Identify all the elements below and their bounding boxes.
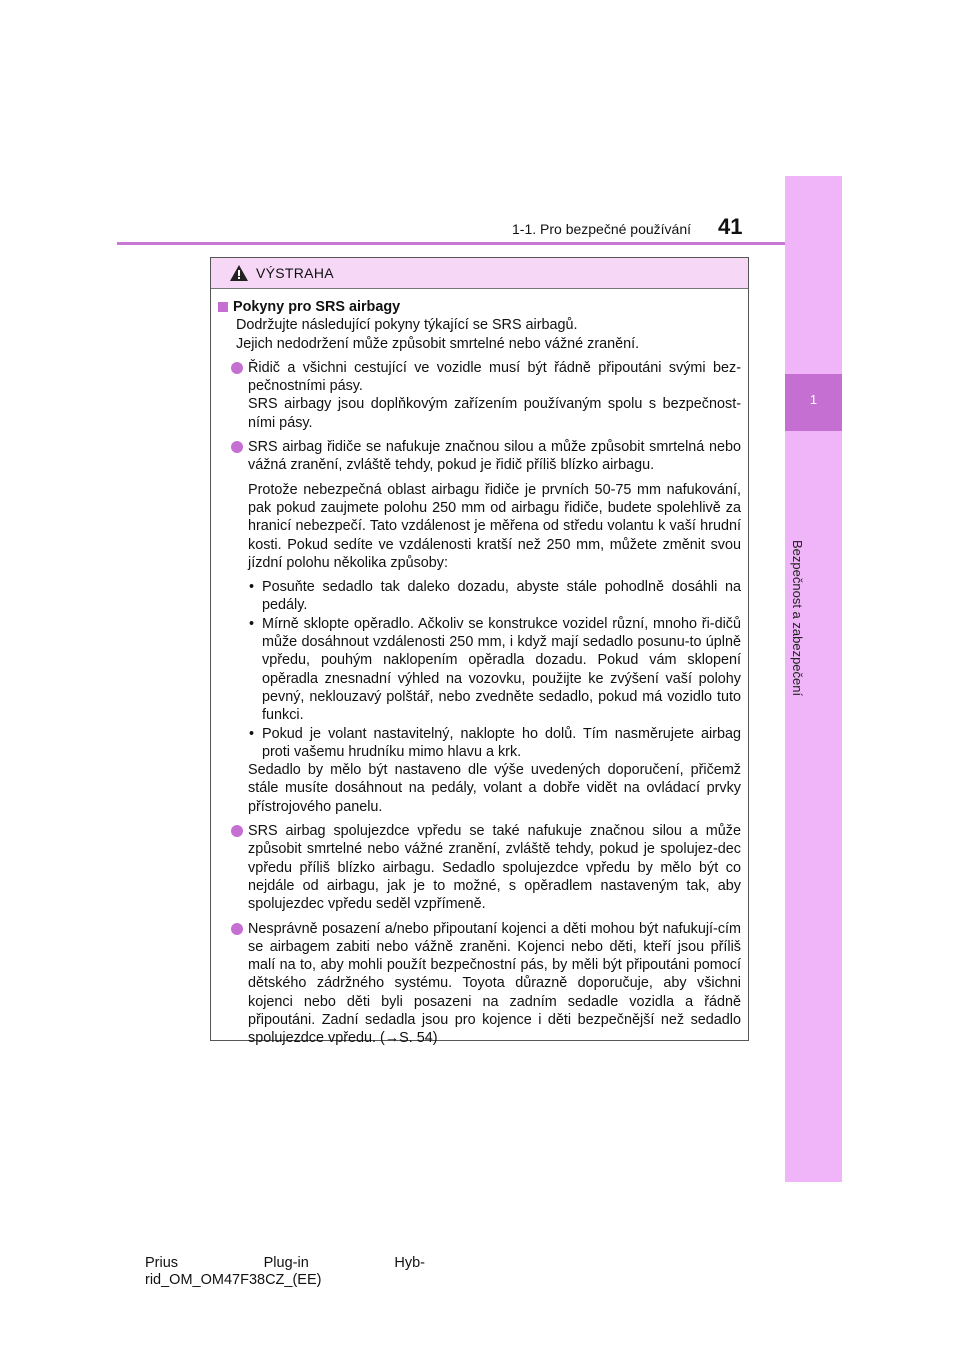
footer-line: rid_OM_OM47F38CZ_(EE) xyxy=(145,1272,322,1288)
bullet-dot-icon xyxy=(231,441,243,453)
warning-content xyxy=(211,290,748,1048)
bullet-item xyxy=(217,359,741,396)
bullet-dot-icon xyxy=(231,825,243,837)
warning-title: VÝSTRAHA xyxy=(256,265,334,281)
footer-word: Plug-in xyxy=(263,1255,309,1271)
bullet-item xyxy=(217,822,741,913)
sub-item-text: Posuňte sedadlo tak daleko dozadu, abyste stále pohodlně dosáhli na pedály. xyxy=(262,579,741,614)
warning-header xyxy=(211,258,748,289)
bullet-dot-icon xyxy=(231,923,243,935)
section-heading: Pokyny pro SRS airbagy xyxy=(217,298,741,316)
bullet-item xyxy=(217,438,741,475)
sub-item: • Posuňte sedadlo tak daleko dozadu, abyste stále pohodlně dosáhli na pedály. xyxy=(249,579,741,614)
warning-box xyxy=(210,257,749,1047)
bullet-paragraph: Sedadlo by mělo být nastaveno dle výše uvedených doporučení, přičemž stále musíte dosáhnout na pedály, volant a dobře vidět na ovládací prvky přístrojového panelu. xyxy=(248,762,741,815)
bullet-text: Řidič a všichni cestující ve vozidle musí být řádně připoutáni svými bez-pečnostními pásy. xyxy=(248,359,741,395)
page-number: 41 xyxy=(718,214,743,239)
chapter-number: 1 xyxy=(809,392,818,407)
footer-word: Hyb- xyxy=(394,1255,425,1271)
header-rule xyxy=(117,242,842,245)
sub-item-text: Mírně sklopte opěradlo. Ačkoliv se konstrukce vozidel různí, mnoho ři-dičů může dosáhnout vzdálenosti 250 mm, i když mají sedadlo posunu-to úplně vpředu, pouhým naklopením opěradla dozadu. Pokud vám sklopení opěradla znesnadní výhled na vozovku, použijte ke zvýšení vaší polohy pevný, neklouzavý polštář, nebo zvedněte sedadlo, pokud má vozidlo tuto funkci. xyxy=(262,615,741,724)
bullet-text: Nesprávně posazení a/nebo připoutaní kojenci a děti mohou být nafukují-cím se airbagem zabiti nebo vážně zraněni. Kojenci nebo děti, kteří jsou příliš malí na to, aby mohli použít bezpečnostní pás, by měli být připoutáni pomocí dětského zádržného systému. Toyota důrazně doporučuje, aby všichni kojenci nebo děti byli posazeni na zadním sedadle vozidla a řádně připoutáni. Zadní sedadla jsou pro kojence i děti bezpečnější než sedadlo spolujezdce vpředu. (→S. 54) xyxy=(248,920,741,1047)
bullet-dot-icon xyxy=(231,362,243,374)
intro-line: Dodržujte následující pokyny týkající se SRS airbagů. xyxy=(236,317,578,334)
bullet-text: SRS airbag spolujezdce vpředu se také nafukuje značnou silou a může způsobit smrtelné nebo vážné zranění, zvláště tehdy, pokud je spolujez-dec vpředu příliš blízko airbagu. Sedadlo spolujezdce vpředu by mělo být co nejdále od airbagu, jak je to možné, s opěradlem nastaveným tak, aby spolujezdec vpředu seděl vzpřímeně. xyxy=(248,823,741,913)
bullet-item xyxy=(217,920,741,1048)
footer-word: Prius xyxy=(145,1255,179,1271)
chapter-title: Bezpečnost a zabezpečení xyxy=(790,540,805,697)
intro-line: Jejich nedodržení může způsobit smrtelné nebo vážné zranění. xyxy=(236,335,640,352)
sub-item: • Pokud je volant nastavitelný, naklopte ho dolů. Tím nasměrujete airbag proti vašemu hrudníku mimo hlavu a krk. xyxy=(249,725,741,760)
warning-triangle-icon xyxy=(229,264,249,287)
sub-item-text: Pokud je volant nastavitelný, naklopte ho dolů. Tím nasměrujete airbag proti vašemu hrudníku mimo hlavu a krk. xyxy=(262,725,741,760)
footer-line xyxy=(145,1255,425,1272)
bullet-text: SRS airbag řidiče se nafukuje značnou silou a může způsobit smrtelná nebo vážná zranění, zvláště tehdy, pokud je řidič příliš blízko airbagu. xyxy=(248,439,741,474)
bullet-paragraph: Protože nebezpečná oblast airbagu řidiče je prvních 50-75 mm nafukování, pak pokud zaujmete polohu 250 mm od airbagu řidiče, budete spolehlivě za hranicí nebezpečí. Tato vzdálenost je měřena od středu volantu k vaší hrudní kosti. Pokud sedíte ve vzdálenosti kratší než 250 mm, můžete změnit svou jízdní polohu několika způsoby: xyxy=(248,481,741,571)
footer xyxy=(145,1255,465,1289)
sub-item: • Mírně sklopte opěradlo. Ačkoliv se konstrukce vozidel různí, mnoho ři-dičů může dosáhnout vzdálenosti 250 mm, i když mají sedadlo posunu-to úplně vpředu, pouhým naklopením opěradla dozadu. Pokud vám sklopení opěradla znesnadní výhled na vozovku, použijte ke zvýšení vaší polohy pevný, neklouzavý polštář, nebo zvedněte sedadlo, pokud má vozidlo tuto funkci. xyxy=(249,615,741,724)
bullet-note: SRS airbagy jsou doplňkovým zařízením používaným spolu s bezpečnost-ními pásy. xyxy=(248,396,741,431)
section-title: 1-1. Pro bezpečné používání xyxy=(512,221,692,237)
